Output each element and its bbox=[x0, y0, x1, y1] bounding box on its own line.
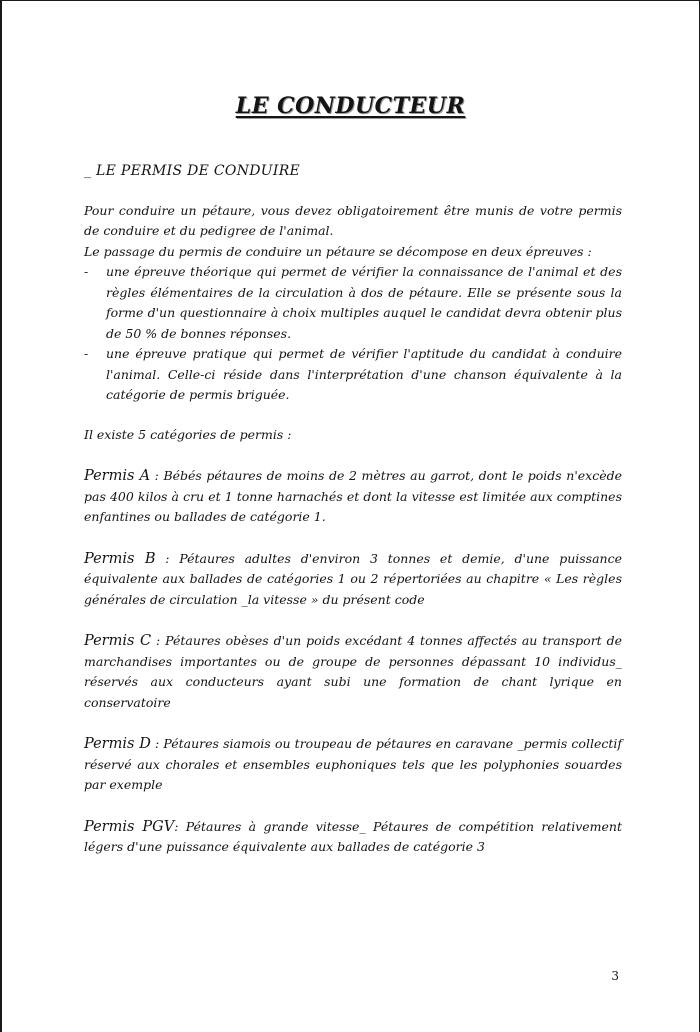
section-title: _ LE PERMIS DE CONDUIRE bbox=[84, 163, 301, 179]
permit-description: : Pétaures à grande vitesse_ Pétaures de compétition relativement légers d'une puissance équivalente aux ballades de catégorie 3 bbox=[84, 818, 622, 854]
list-item-epreuve-pratique bbox=[84, 344, 622, 406]
permit-description: : Pétaures siamois ou troupeau de pétaures en caravane _permis collectif réservé aux chorales et ensembles euphoniques tels que les polyphonies souardes par exemple bbox=[84, 736, 622, 792]
list-bullet: - bbox=[84, 346, 89, 361]
list-item-text: une épreuve pratique qui permet de vérifier l'aptitude du candidat à conduire l'animal. Celle-ci réside dans l'interprétation d'une chanson équivalente à la catégorie de permis briguée. bbox=[106, 346, 622, 402]
permit-name: Permis B bbox=[84, 550, 156, 567]
permit-d-paragraph bbox=[84, 734, 622, 796]
permit-a-paragraph bbox=[84, 466, 622, 528]
categories-count-text: Il existe 5 catégories de permis : bbox=[84, 426, 292, 442]
permit-name: Permis PGV bbox=[84, 818, 175, 835]
page-number: 3 bbox=[611, 969, 619, 983]
permit-b-paragraph bbox=[84, 549, 622, 611]
document-body bbox=[84, 161, 622, 879]
intro-paragraph-epreuves: Le passage du permis de conduire un pétaure se décompose en deux épreuves : bbox=[84, 243, 592, 259]
list-bullet: - bbox=[84, 264, 89, 279]
intro-paragraph: Pour conduire un pétaure, vous devez obligatoirement être munis de votre permis de conduire et du pedigree de l'animal. bbox=[84, 202, 622, 238]
permit-name: Permis D bbox=[84, 736, 151, 752]
epreuves-list bbox=[84, 262, 622, 406]
permit-description: : Pétaures adultes d'environ 3 tonnes et demie, d'une puissance équivalente aux ballades de catégories 1 ou 2 répertoriées au chapitre « Les règles générales de circulation _la vitesse » du présent code bbox=[84, 550, 622, 607]
permit-name: Permis A bbox=[84, 468, 151, 484]
list-item-text: une épreuve théorique qui permet de vérifier la connaissance de l'animal et des règles élémentaires de la circulation à dos de pétaure. Elle se présente sous la forme d'un questionnaire à choix multiples auquel le candidat devra obtenir plus de 50 % de bonnes réponses. bbox=[106, 264, 622, 341]
permit-description: : Pétaures obèses d'un poids excédant 4 tonnes affectés au transport de marchandises importantes ou de groupe de personnes dépassant 10 individus_ réservés aux conducteurs ayant subi une formation de chant lyrique en conservatoire bbox=[84, 633, 623, 710]
page-title: LE CONDUCTEUR bbox=[235, 93, 466, 119]
permit-description: : Bébés pétaures de moins de 2 mètres au garrot, dont le poids n'excède pas 400 kilos à cru et 1 tonne harnachés et dont la vitesse est limitée aux comptines enfantines ou ballades de catégorie 1. bbox=[84, 468, 623, 524]
list-item-epreuve-theorique bbox=[84, 262, 622, 344]
permit-pgv-paragraph bbox=[84, 817, 622, 858]
permit-name: Permis C bbox=[84, 633, 152, 649]
permit-c-paragraph bbox=[84, 631, 622, 713]
